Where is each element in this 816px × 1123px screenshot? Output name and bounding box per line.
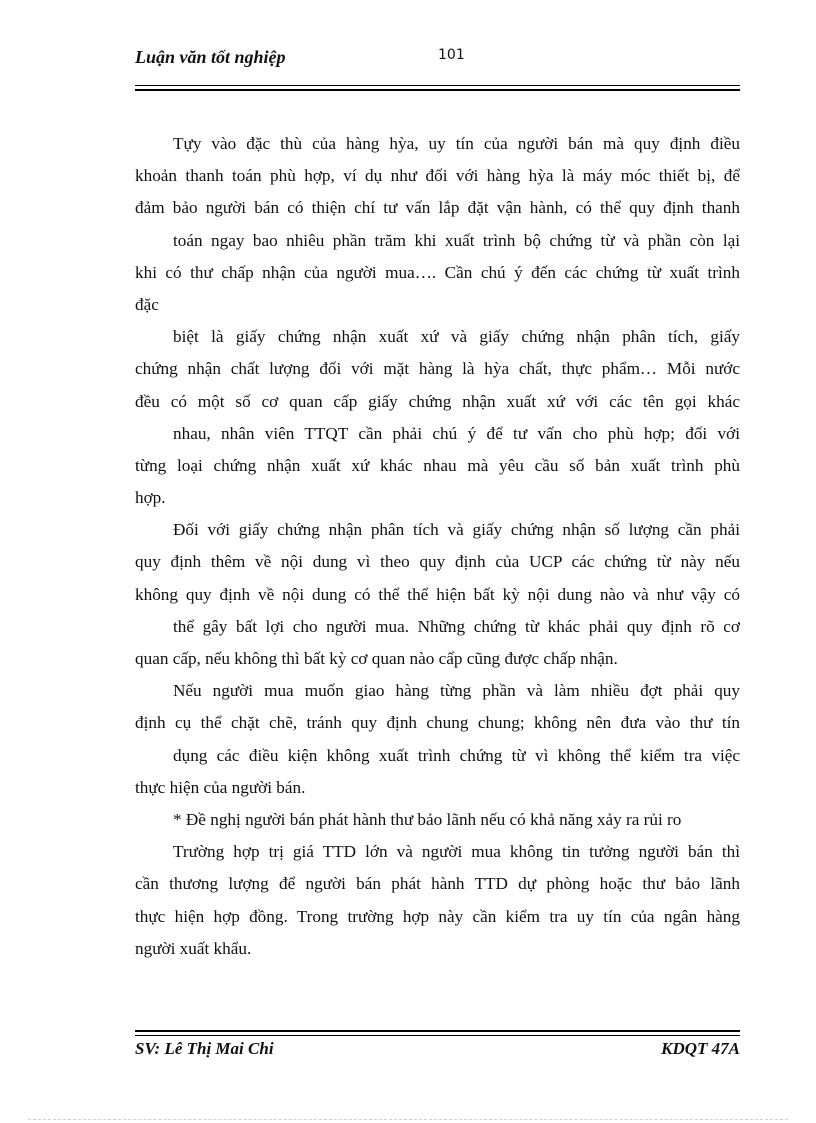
text-line: khi có thư chấp nhận của người mua…. Cần chú ý đến các chứng từ xuất trình	[135, 262, 740, 282]
text-line: biệt là giấy chứng nhận xuất xứ và giấy chứng nhận phân tích, giấy	[173, 327, 740, 347]
text-line: Nếu người mua muốn giao hàng từng phần và làm nhiều đợt phải quy	[173, 681, 740, 701]
text-line: quan cấp, nếu không thì bất kỳ cơ quan nào cấp cũng được chấp nhận.	[135, 649, 618, 668]
header-rule-bottom	[135, 89, 740, 91]
footer-class-code: KDQT 47A	[661, 1039, 740, 1058]
text-line: toán ngay bao nhiêu phần trăm khi xuất trình bộ chứng từ và phần còn lại	[173, 230, 740, 250]
text-line: thực hiện của người bán.	[135, 777, 306, 797]
text-line: khoản thanh toán phù hợp, ví dụ như đối với hàng hỳa là máy móc thiết bị, để	[135, 166, 740, 186]
text-line: đặc	[135, 294, 159, 314]
footer-rule-bottom	[135, 1035, 740, 1036]
text-line: hợp.	[135, 488, 166, 508]
text-line: chứng nhận chất lượng đối với mặt hàng là hỳa chất, thực phẩm… Mỗi nước	[135, 359, 740, 379]
text-line: đều có một số cơ quan cấp giấy chứng nhận xuất xứ với các tên gọi khác	[135, 391, 740, 411]
text-line: * Đề nghị người bán phát hành thư bảo lãnh nếu có khả năng xảy ra rủi ro	[173, 809, 682, 829]
text-line: từng loại chứng nhận xuất xứ khác nhau mà yêu cầu số bản xuất trình phù	[135, 455, 740, 475]
footer-author: SV: Lê Thị Mai Chi	[135, 1039, 274, 1058]
text-line: không quy định về nội dung có thể thể hiện bất kỳ nội dung nào và như vậy có	[135, 584, 740, 604]
footer-rule-top	[135, 1030, 740, 1032]
text-line: thể gây bất lợi cho người mua. Những chứng từ khác phải quy định rõ cơ	[173, 616, 740, 636]
text-line: định cụ thể chặt chẽ, tránh quy định chung chung; không nên đưa vào thư tín	[135, 713, 740, 733]
text-line: đảm bảo người bán có thiện chí tư vấn lắp đặt vận hành, có thể quy định thanh	[135, 198, 740, 218]
text-line: người xuất khẩu.	[135, 938, 252, 958]
page-number: 101	[438, 47, 465, 63]
text-line: dụng các điều kiện không xuất trình chứng từ vì không thể kiểm tra việc	[173, 745, 740, 765]
text-line: Trường hợp trị giá TTD lớn và người mua không tin tưởng người bán thì	[173, 842, 740, 862]
text-line: Đối với giấy chứng nhận phân tích và giấy chứng nhận số lượng cần phải	[173, 520, 740, 540]
page-edge-divider	[28, 1119, 788, 1120]
running-header-title: Luận văn tốt nghiệp	[135, 47, 286, 67]
text-line: nhau, nhân viên TTQT cần phải chú ý để tư vấn cho phù hợp; đối với	[173, 423, 740, 443]
text-line: quy định thêm về nội dung vì theo quy định của UCP các chứng từ này nếu	[135, 552, 740, 572]
text-line: thực hiện hợp đồng. Trong trường hợp này cần kiểm tra uy tín của ngân hàng	[135, 906, 740, 926]
header-rule-top	[135, 85, 740, 86]
text-line: cần thương lượng để người bán phát hành TTD dự phòng hoặc thư bảo lãnh	[135, 874, 740, 894]
body-text	[135, 128, 740, 965]
text-line: Tựy vào đặc thù của hàng hỳa, uy tín của người bán mà quy định điều	[173, 134, 740, 153]
